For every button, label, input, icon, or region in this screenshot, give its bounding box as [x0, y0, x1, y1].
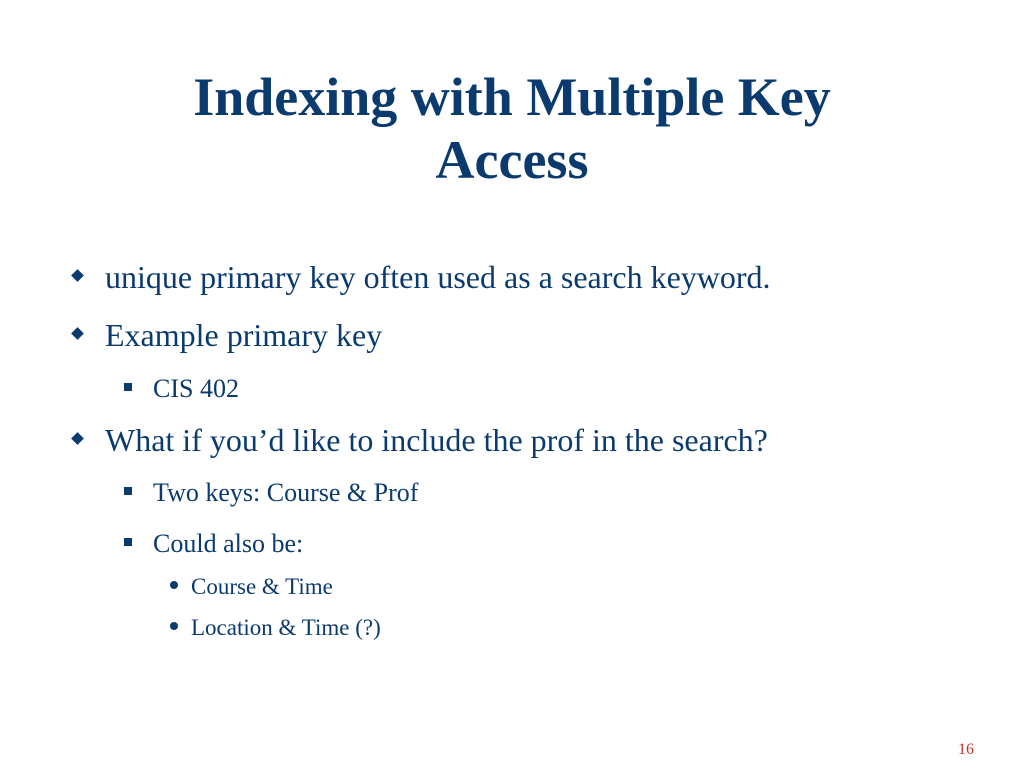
slide-title-line-2: Access: [435, 130, 589, 190]
bullet-text: unique primary key often used as a search keyword.: [105, 259, 771, 295]
dot-bullet-icon: [170, 581, 178, 589]
bullet-item: [73, 422, 768, 459]
diamond-bullet-icon: [71, 432, 84, 445]
bullet-text: Example primary key: [105, 317, 383, 353]
square-bullet-icon: [124, 538, 132, 546]
bullet-text: What if you’d like to include the prof in the search?: [105, 422, 768, 458]
square-bullet-icon: [124, 383, 132, 391]
sub-bullet-item: [124, 374, 239, 404]
sub-sub-bullet-text: Location & Time (?): [191, 615, 381, 640]
sub-bullet-item: [124, 478, 418, 508]
sub-sub-bullet-item: [170, 574, 333, 600]
sub-sub-bullet-item: [170, 615, 381, 641]
square-bullet-icon: [124, 487, 132, 495]
diamond-bullet-icon: [71, 269, 84, 282]
slide-title-line-1: Indexing with Multiple Key: [193, 67, 831, 127]
sub-bullet-text: Two keys: Course & Prof: [153, 478, 419, 507]
bullet-item: [73, 259, 771, 296]
dot-bullet-icon: [170, 622, 178, 630]
sub-sub-bullet-text: Course & Time: [191, 574, 333, 599]
diamond-bullet-icon: [71, 327, 84, 340]
page-number: 16: [958, 741, 974, 758]
sub-bullet-text: CIS 402: [153, 374, 239, 403]
sub-bullet-text: Could also be:: [153, 529, 304, 558]
sub-bullet-item: [124, 529, 303, 559]
bullet-item: [73, 317, 382, 354]
